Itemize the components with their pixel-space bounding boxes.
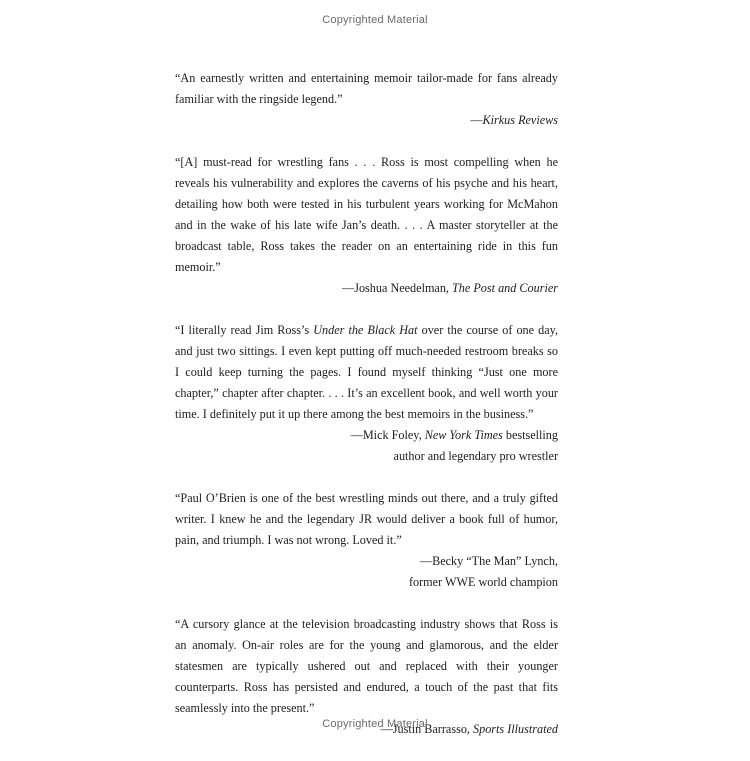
attribution-line-2: author and legendary pro wrestler: [393, 449, 558, 463]
blurb-quote: “A cursory glance at the television broadcasting industry shows that Ross is an anomaly. On-air roles are for the young and glamorous, and the elder statesmen are typically ushered out and replaced with their younger counterparts. Ross has persisted and endured, a touch of the past that fits seamlessly into the present.”: [175, 617, 558, 715]
attribution-line-1: —Becky “The Man” Lynch,: [419, 554, 558, 568]
blurb-kirkus: [175, 68, 558, 131]
blurb-attribution: [175, 278, 558, 299]
book-title: Under the Black Hat: [313, 323, 418, 337]
attribution-rest: bestselling: [502, 428, 558, 442]
attribution-name: —Mick Foley,: [350, 428, 425, 442]
attribution-line-2: former WWE world champion: [408, 575, 558, 589]
blurb-quote: “[A] must-read for wrestling fans . . . Ross is most compelling when he reveals his vulnerability and explores the caverns of his psyche and his heart, detailing how both were tested in his turbulent years working for McMahon and in the wake of his late wife Jan’s death. . . . A master storyteller at the broadcast table, Ross takes the reader on an entertaining ride in this fun memoir.”: [175, 155, 558, 274]
quote-end: over the course of one day, and just two sittings. I even kept putting off much-needed restroom breaks so I could keep turning the pages. I found myself thinking “Just one more chapter,” chapter after chapter. . . . It’s an excellent book, and well worth your time. I definitely put it up there among the best memoirs in the business.”: [175, 323, 558, 421]
attribution-source: Kirkus Reviews: [482, 113, 558, 127]
blurb-quote: “An earnestly written and entertaining memoir tailor-made for fans already familiar with the ringside legend.”: [175, 71, 558, 106]
blurb-quote: [175, 320, 558, 425]
praise-page: [175, 68, 558, 761]
attribution-line-1: [175, 425, 558, 446]
attribution-source: The Post and Courier: [452, 281, 558, 295]
copyright-footer: Copyrighted Material: [322, 718, 428, 730]
attribution-name: —Justin Barrasso,: [380, 722, 474, 736]
blurb-becky-lynch: [175, 488, 558, 593]
blurb-attribution: [175, 425, 558, 467]
blurb-attribution: [175, 110, 558, 131]
blurb-post-and-courier: [175, 152, 558, 299]
attribution-dash: —: [470, 113, 483, 127]
blurb-quote: “Paul O’Brien is one of the best wrestling minds out there, and a truly gifted writer. I knew he and the legendary JR would deliver a book full of humor, pain, and triumph. I was not wrong. Loved it.”: [175, 491, 558, 547]
attribution-name: —Joshua Needelman,: [342, 281, 449, 295]
attribution-source: Sports Illustrated: [473, 722, 558, 736]
quote-start: “I literally read Jim Ross’s: [175, 323, 314, 337]
attribution-source: New York Times: [424, 428, 503, 442]
copyright-header: Copyrighted Material: [322, 14, 428, 26]
blurb-attribution: [175, 551, 558, 593]
blurb-mick-foley: [175, 320, 558, 467]
